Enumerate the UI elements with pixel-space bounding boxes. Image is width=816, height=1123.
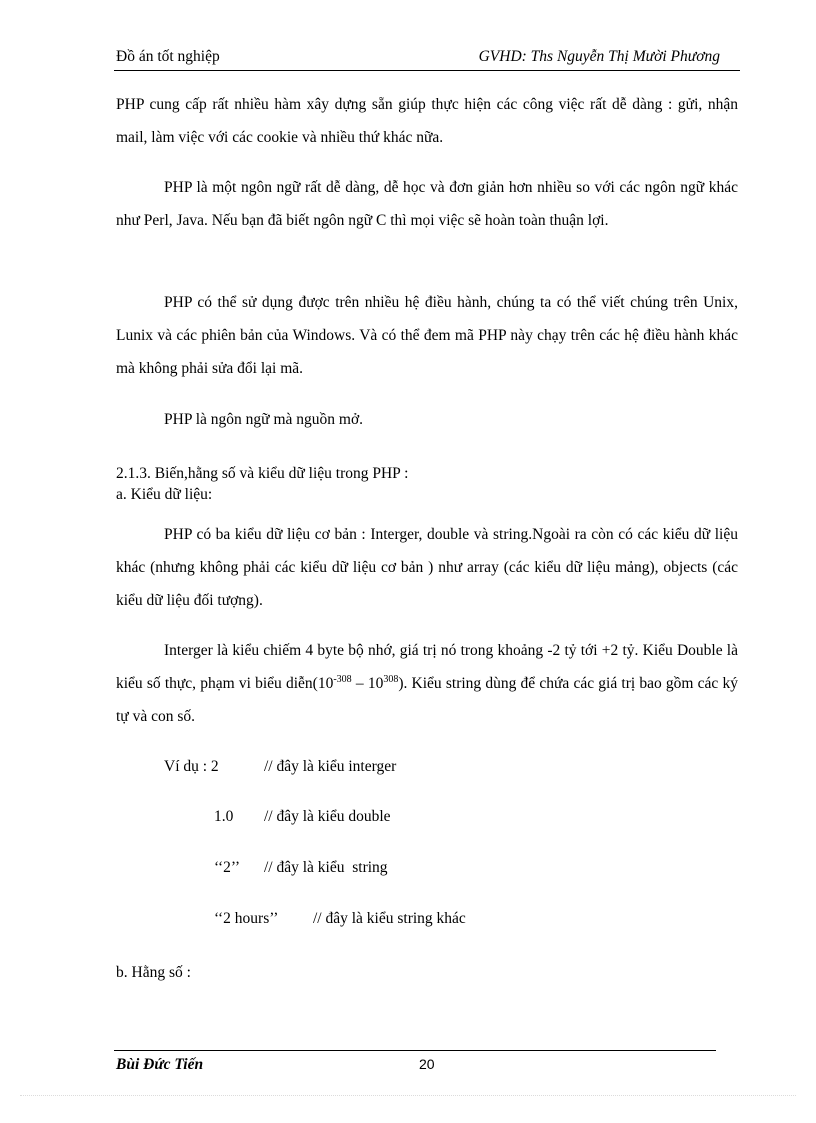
footer-author: Bùi Đức Tiến <box>116 1056 204 1073</box>
type-ranges-text-3: ). Kiểu string dùng để chứa các giá trị bao gồm các ký tự và con số. <box>116 675 738 725</box>
type-ranges-text-1: Interger là kiểu chiếm 4 byte bộ nhớ, giá trị nó trong khoảng -2 tỷ tới +2 tỷ. Kiểu Double là kiểu số thực, phạm vi biểu diễn(10 <box>116 642 738 692</box>
paragraph-php-os: PHP có thể sử dụng được trên nhiều hệ điều hành, chúng ta có thể viết chúng trên Unix, Lunix và các phiên bản của Windows. Và có thể đem mã PHP này chạy trên các hệ điều hành khác mà không phải sửa đổi lại mã. <box>116 294 738 377</box>
header-advisor: GVHD: Ths Nguyễn Thị Mười Phương <box>478 48 720 65</box>
exponent-positive: 308 <box>383 674 399 685</box>
paragraph-php-easy: PHP là một ngôn ngữ rất dễ dàng, dễ học và đơn giản hơn nhiều so với các ngôn ngữ khác như Perl, Java. Nếu bạn đã biết ngôn ngữ C thì mọi việc sẽ hoàn toàn thuận lợi. <box>116 179 738 229</box>
example-comment-double: // đây là kiểu double <box>264 808 391 825</box>
example-value-string-other: ‘‘2 hours’’ <box>214 910 279 927</box>
example-value-string: ‘‘2’’ <box>214 859 241 876</box>
example-value-double: 1.0 <box>214 808 234 825</box>
example-comment-string-other: // đây là kiểu string khác <box>313 910 466 927</box>
header-title: Đồ án tốt nghiệp <box>116 48 220 65</box>
page-number: 20 <box>419 1056 435 1072</box>
example-label: Ví dụ : 2 <box>164 758 219 775</box>
footer-rule <box>114 1050 716 1051</box>
exponent-negative: -308 <box>333 674 352 685</box>
paragraph-basic-types: PHP có ba kiểu dữ liệu cơ bản : Interger, double và string.Ngoài ra còn có các kiểu dữ liệu khác (nhưng không phải các kiểu dữ liệu cơ bản ) như array (các kiểu dữ liệu mảng), objects (các kiểu dữ liệu đối tượng). <box>116 526 738 609</box>
example-comment-string: // đây là kiểu string <box>264 859 388 876</box>
paragraph-type-ranges <box>116 634 738 733</box>
subheading-data-types: a. Kiểu dữ liệu: <box>116 486 213 503</box>
paragraph-php-functions: PHP cung cấp rất nhiều hàm xây dựng sẵn giúp thực hiện các công việc rất dễ dàng : gửi, nhận mail, làm việc với các cookie và nhiều thứ khác nữa. <box>116 96 738 146</box>
type-ranges-text-2: – 10 <box>351 675 384 692</box>
section-heading-2-1-3: 2.1.3. Biến,hằng số và kiểu dữ liệu trong PHP : <box>116 465 409 482</box>
paragraph-open-source: PHP là ngôn ngữ mà nguồn mở. <box>164 411 364 428</box>
example-comment-interger: // đây là kiểu interger <box>264 758 397 775</box>
subheading-constants: b. Hằng số : <box>116 964 191 981</box>
header-rule <box>114 70 740 71</box>
page-edge-dotted-line <box>20 1095 796 1096</box>
